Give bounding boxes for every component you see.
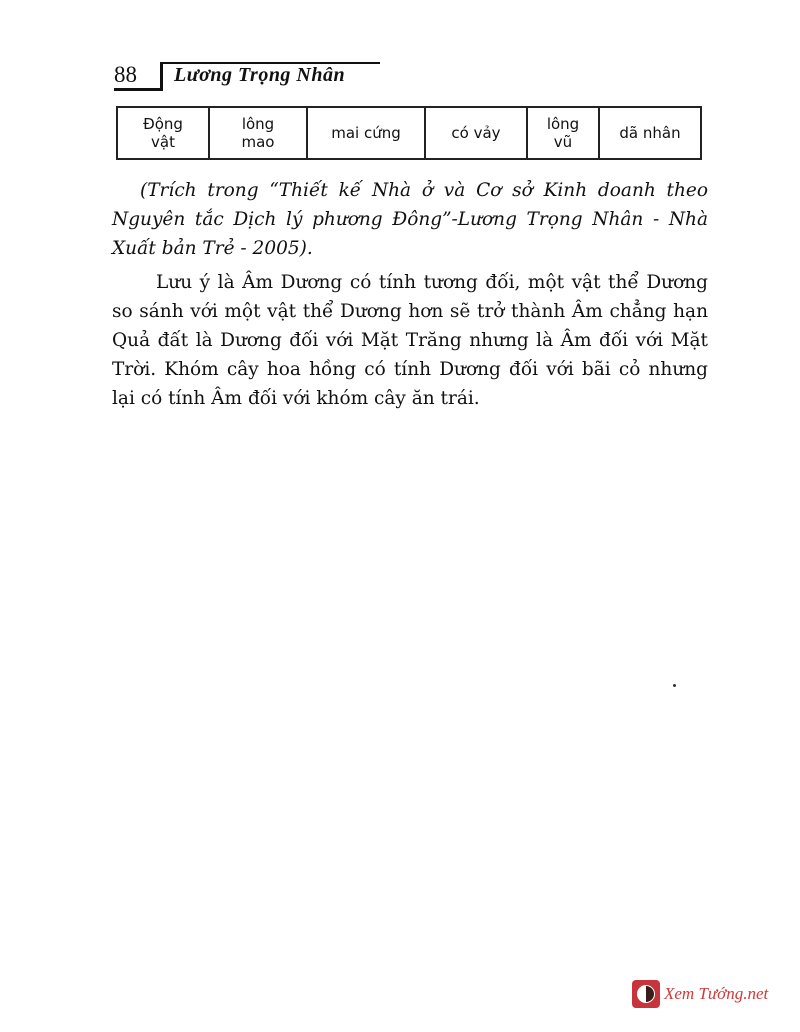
table-cell: dã nhân [599, 107, 701, 159]
header-rule [114, 88, 162, 91]
table-row [117, 107, 701, 159]
animals-table [116, 106, 702, 160]
citation-paragraph: (Trích trong “Thiết kế Nhà ở và Cơ sở Kinh doanh theo Nguyên tắc Dịch lý phương Đông”-Lương Trọng Nhân - Nhà Xuất bản Trẻ - 2005). [112, 180, 708, 259]
header-rule-vertical [160, 62, 163, 91]
watermark-badge [632, 980, 660, 1008]
speck [673, 684, 676, 687]
table-cell: Động vật [117, 107, 209, 159]
yin-yang-icon [637, 985, 655, 1003]
table-cell: có vảy [425, 107, 527, 159]
running-title: Lương Trọng Nhân [174, 64, 346, 86]
body-paragraph: Lưu ý là Âm Dương có tính tương đối, một vật thể Dương so sánh với một vật thể Dương hơn sẽ trở thành Âm chẳng hạn Quả đất là Dương đối với Mặt Trăng nhưng là Âm đối với Mặt Trời. Khóm cây hoa hồng có tính Dương đối với bãi cỏ nhưng lại có tính Âm đối với khóm cây ăn trái. [112, 272, 708, 409]
table-cell: mai cứng [307, 107, 425, 159]
page-header [114, 58, 380, 104]
watermark-text: Xem Tướng.net [664, 984, 769, 1003]
table-cell: lông vũ [527, 107, 599, 159]
watermark [632, 978, 792, 1010]
table-cell: lông mao [209, 107, 307, 159]
page-number: 88 [114, 62, 137, 87]
